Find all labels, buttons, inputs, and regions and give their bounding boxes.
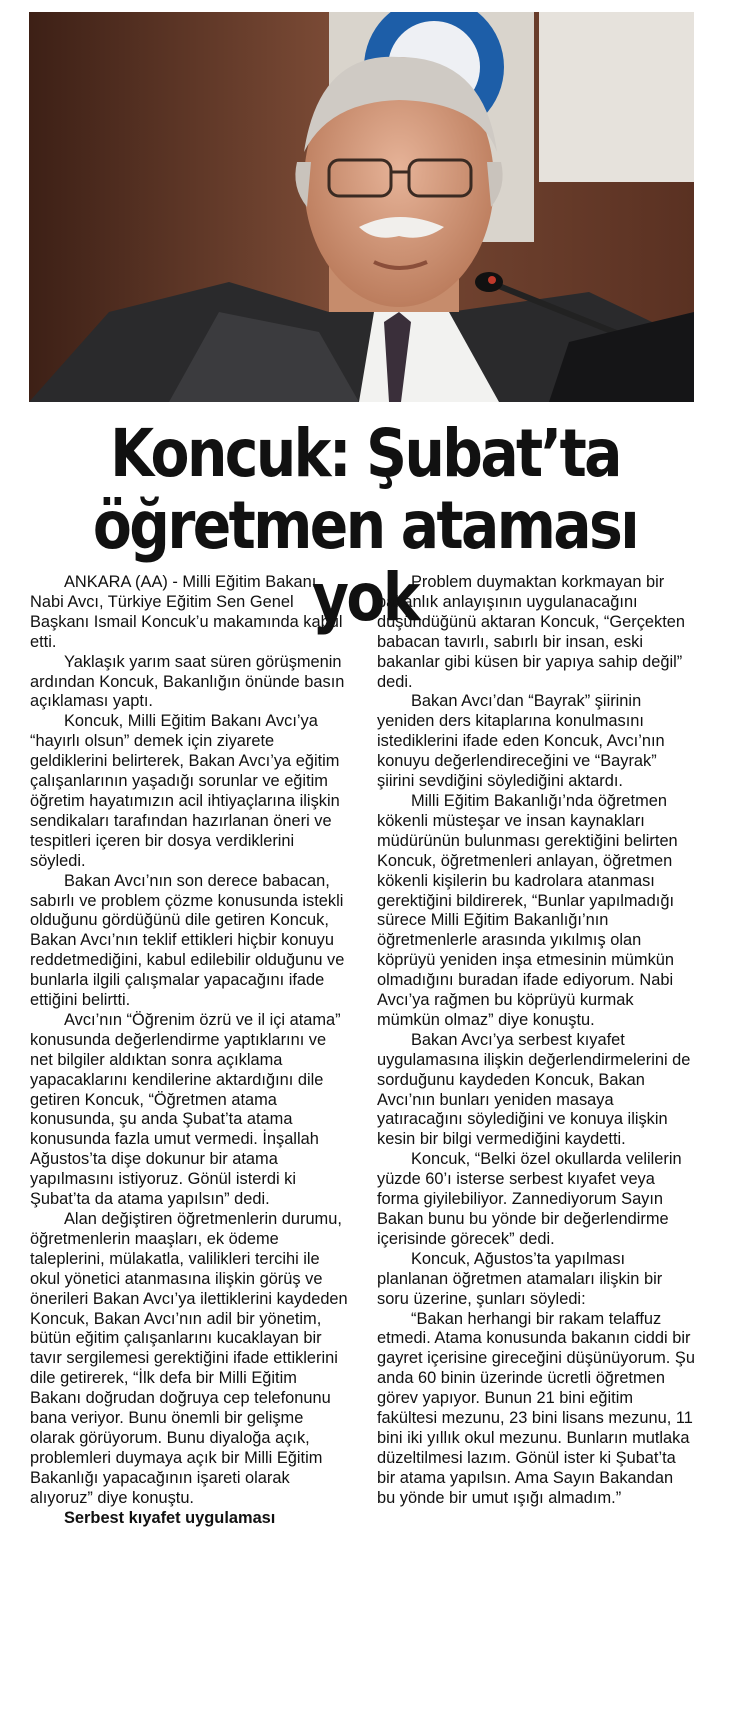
paragraph: ANKARA (AA) - Milli Eğitim Bakanı Nabi Avcı, Türkiye Eğitim Sen Genel Başkanı Ismail Koncuk’u makamında kabul etti. — [30, 573, 343, 651]
paragraph: Milli Eğitim Bakanlığı’nda öğretmen kökenli müsteşar ve insan kaynakları müdürünün bulunması gerektiğini belirten Koncuk, öğretmenleri anlayan, öğretmen kökenli kişilerin bu kadrolara atanması gerektiğini bildirerek, “Bunlar yapılmadığı sürece Milli Eğitim Bakanlığı’nın öğretmenlerle arasında yıkılmış olan köprüyü yeniden inşa etmesinin mümkün olmadığını buradan ifade ediyorum. Nabi Avcı’ya rağmen bu köprüyü kurmak mümkün olmaz” diye konuştu. — [377, 791, 678, 1029]
news-photo — [29, 12, 694, 402]
article-body — [30, 573, 695, 1723]
paragraph: Problem duymaktan korkmayan bir bakanlık anlayışının uygulanacağını düşündüğünü aktaran Koncuk, “Gerçekten babacan tavırlı, sabırlı bir insan, eski bakanlar gibi küsen bir yapıya sahip değil” dedi. — [377, 573, 685, 691]
paragraph: Bakan Avcı’dan “Bayrak” şiirinin yeniden ders kitaplarına konulmasını istediklerini ifade eden Koncuk, Avcı’nın konuyu değerlendireceğini ve “Bayrak” şiirini sevdiğini söylediğini aktardı. — [377, 692, 665, 791]
paragraph: “Bakan herhangi bir rakam telaffuz etmedi. Atama konusunda bakanın ciddi bir gayret içerisine gireceğini düşünüyorum. Şu anda 60 binin üzerinde ücretli öğretmen görev yapıyor. Bunun 21 bini eğitim fakültesi mezunu, 23 bini lisans mezunu, 11 bini iki yıllık okul mezunu. Bunların mutlaka düzeltilmesi lazım. Gönül ister ki Şubat’ta bir atama yapılsın. Ama Sayın Bakandan bu yönde bir umut ışığı almadım.” — [377, 1309, 695, 1507]
paragraph: Yaklaşık yarım saat süren görüşmenin ardından Koncuk, Bakanlığın önünde basın açıklaması yaptı. — [30, 652, 345, 711]
column-left — [30, 573, 348, 1723]
paragraph: Koncuk, Milli Eğitim Bakanı Avcı’ya “hayırlı olsun” demek için ziyarete geldiklerini belirterek, Bakan Avcı’ya eğitim çalışanlarının yaşadığı sorunlar ve eğitim öğretim hayatımızın acil ihtiyaçlarına ilişkin sendikaları tarafından hazırlanan öneri ve tespitleri içeren bir dosya verdiklerini söyledi. — [30, 712, 340, 870]
paragraph: Avcı’nın “Öğrenim özrü ve il içi atama” konusunda değerlendirme yaptıklarını ve net bilgiler aldıktan sonra açıklama yapacaklarını kendilerine aktardığını dile getiren Koncuk, “Öğretmen atama konusunda, şu anda Şubat’ta atama konusunda fazla umut vermedi. İnşallah Ağustos’ta dişe dokunur bir atama yapılmasını istiyoruz. Gönül isterdi ki Şubat’ta da atama yapılsın” dedi. — [30, 1010, 341, 1209]
paragraph: Bakan Avcı’nın son derece babacan, sabırlı ve problem çözme konusunda istekli olduğunu gördüğünü dile getiren Koncuk, Bakan Avcı’nın teklif ettikleri hiçbir konuyu reddetmediğini, kabul edilebilir olduğunu ve bunlarla ilgili çalışmalar yapacağını ifade ettiğini belirtti. — [30, 871, 345, 1010]
headline-line-2: öğretmen ataması yok — [92, 487, 638, 636]
subheading: Serbest kıyafet uygulaması — [64, 1508, 276, 1527]
headline-line-1: Koncuk: Şubat’ta — [110, 415, 620, 492]
paragraph: Koncuk, “Belki özel okullarda velilerin yüzde 60’ı isterse serbest kıyafet veya forma giyilebiliyor. Zannediyorum Sayın Bakan bunu bu yönde bir değerlendirme içerisinde görecek” dedi. — [377, 1150, 682, 1248]
paragraph: Koncuk, Ağustos’ta yapılması planlanan öğretmen atamaları ilişkin bir soru üzerine, şunları söyledi: — [377, 1249, 663, 1308]
column-right — [377, 573, 695, 1723]
paragraph: Alan değiştiren öğretmenlerin durumu, öğretmenlerin maaşları, ek ödeme taleplerini, mülakatla, valilikleri tercihi ile okul yönetici atanmasına ilişkin görüş ve önerileri Bakan Avcı’ya ilettiklerini kaydeden Koncuk, Bakan Avcı’nın adil bir yönetim, bütün eğitim çalışanlarını kucaklayan bir tavır sergilemesi gerektiğini ifade ettiklerini dile getirerek, “İlk defa bir Milli Eğitim Bakanı doğrudan doğruya cep telefonunu bana veriyor. Bunu önemli bir gelişme olarak görüyorum. Bunu diyaloğa açık, problemleri duymaya açık bir Milli Eğitim Bakanlığı yapacağının işareti olarak alıyoruz” diye konuştu. — [30, 1210, 348, 1507]
paragraph: Bakan Avcı’ya serbest kıyafet uygulamasına ilişkin değerlendirmelerini de sorduğunu kaydeden Koncuk, Bakan Avcı’nın bunları yeniden masaya yatıracağını söylediğini ve konuya ilişkin kesin bir bilgi vermediğini kaydetti. — [377, 1030, 691, 1149]
